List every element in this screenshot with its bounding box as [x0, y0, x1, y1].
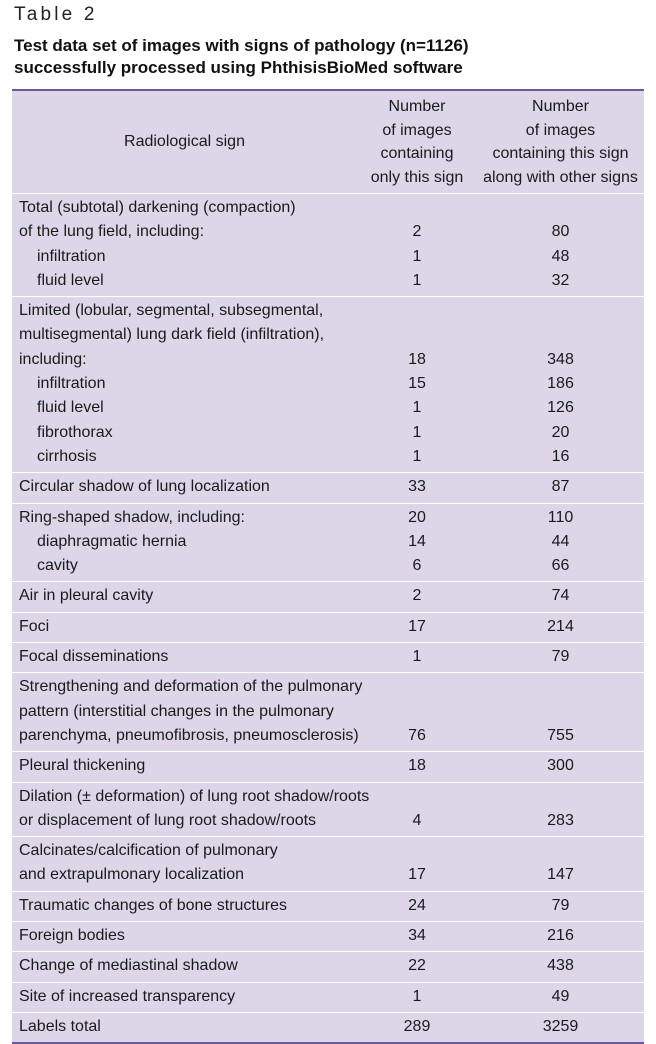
cell-only-this-sign: 1: [412, 271, 422, 289]
cell-sign: Circular shadow of lung localization: [19, 478, 270, 496]
header-line: along with other signs: [483, 168, 638, 186]
cell-sign: pattern (interstitial changes in the pulmonary: [19, 702, 334, 720]
table-row: [12, 1013, 644, 1042]
cell-with-other-signs: 186: [547, 375, 574, 393]
cell-with-other-signs: 755: [547, 726, 574, 744]
cell-sign: Strengthening and deformation of the pulmonary: [19, 678, 363, 696]
table-row: [12, 297, 644, 473]
table-row: [12, 613, 644, 643]
header-line: of images: [525, 121, 596, 139]
row-line: [12, 554, 644, 578]
cell-sign: Limited (lobular, segmental, subsegmental,: [19, 302, 324, 320]
row-line: [12, 506, 644, 530]
cell-only-this-sign: 22: [408, 957, 426, 975]
cell-only-this-sign: 1: [412, 987, 422, 1005]
cell-sign: fibrothorax: [37, 423, 113, 441]
table-row: [12, 582, 644, 612]
cell-sign: Foreign bodies: [19, 927, 125, 945]
cell-only-this-sign: 4: [412, 811, 422, 829]
cell-with-other-signs: 79: [551, 648, 570, 666]
cell-only-this-sign: 17: [408, 617, 426, 635]
row-line: [12, 645, 644, 669]
row-line: [12, 372, 644, 396]
row-line: [12, 475, 644, 499]
cell-only-this-sign: 1: [412, 648, 422, 666]
cell-sign: parenchyma, pneumofibrosis, pneumosclerosis): [19, 726, 359, 744]
cell-with-other-signs: 87: [551, 478, 570, 496]
cell-with-other-signs: [477, 700, 644, 724]
row-line: [12, 675, 644, 699]
row-line: [12, 724, 644, 748]
row-line: [12, 985, 644, 1009]
cell-with-other-signs: 80: [551, 223, 570, 241]
row-line: [12, 863, 644, 887]
cell-sign: Total (subtotal) darkening (compaction): [19, 199, 296, 216]
cell-only-this-sign: 76: [408, 726, 426, 744]
table-row: [12, 983, 644, 1013]
row-line: [12, 299, 644, 323]
table-row: [12, 752, 644, 782]
cell-with-other-signs: 49: [551, 987, 570, 1005]
cell-with-other-signs: 44: [551, 532, 570, 550]
row-line: [12, 445, 644, 469]
cell-only-this-sign: 34: [408, 927, 426, 945]
cell-with-other-signs: [477, 675, 644, 699]
cell-only-this-sign: 24: [408, 896, 426, 914]
table-caption: Table 2: [14, 4, 98, 25]
cell-only-this-sign: [357, 700, 477, 724]
header-with-other-signs: [477, 91, 644, 193]
table-row: [12, 504, 644, 583]
cell-sign: Focal disseminations: [19, 648, 169, 666]
cell-with-other-signs: 110: [547, 508, 574, 526]
cell-sign: Site of increased transparency: [19, 987, 236, 1005]
cell-with-other-signs: 348: [547, 350, 574, 368]
cell-sign: multisegmental) lung dark field (infiltration),: [19, 326, 325, 344]
cell-only-this-sign: 15: [408, 375, 426, 393]
table-row: [12, 194, 644, 297]
header-line: containing this sign: [492, 145, 629, 162]
table-row: [12, 643, 644, 673]
cell-sign: fluid level: [37, 271, 104, 289]
cell-with-other-signs: [477, 323, 644, 347]
cell-only-this-sign: 14: [408, 532, 426, 550]
cell-sign: and extrapulmonary localization: [19, 866, 245, 884]
cell-sign: Dilation (± deformation) of lung root shadow/roots: [19, 787, 370, 805]
cell-sign: or displacement of lung root shadow/roots: [19, 811, 317, 829]
cell-sign: Air in pleural cavity: [19, 587, 154, 605]
cell-only-this-sign: 1: [412, 447, 422, 465]
cell-only-this-sign: [357, 323, 477, 347]
cell-with-other-signs: 79: [551, 896, 570, 914]
cell-sign: Labels total: [19, 1017, 101, 1035]
cell-only-this-sign: [357, 839, 477, 863]
title-line: Test data set of images with signs of pathology (n=1126): [14, 36, 469, 55]
row-line: [12, 785, 644, 809]
cell-with-other-signs: 300: [547, 757, 574, 775]
row-line: [12, 421, 644, 445]
data-table: [12, 89, 644, 1044]
cell-sign: Pleural thickening: [19, 757, 146, 775]
cell-with-other-signs: 147: [547, 866, 574, 884]
header-line: containing: [380, 145, 454, 162]
header-radiological-sign: Radiological sign: [124, 133, 245, 150]
cell-sign: Foci: [19, 617, 50, 635]
cell-only-this-sign: 17: [408, 866, 426, 884]
row-line: [12, 615, 644, 639]
cell-only-this-sign: 33: [408, 478, 426, 496]
cell-only-this-sign: [357, 785, 477, 809]
row-line: [12, 809, 644, 833]
cell-with-other-signs: 16: [551, 447, 570, 465]
header-only-this-sign: [357, 91, 477, 193]
cell-sign: of the lung field, including:: [19, 223, 205, 241]
cell-only-this-sign: 1: [412, 247, 422, 265]
row-line: [12, 839, 644, 863]
row-line: [12, 1015, 644, 1039]
cell-only-this-sign: 6: [412, 557, 422, 575]
table-row: [12, 892, 644, 922]
cell-with-other-signs: [477, 839, 644, 863]
cell-only-this-sign: [357, 675, 477, 699]
row-line: [12, 584, 644, 608]
table-row: [12, 922, 644, 952]
table-row: [12, 783, 644, 838]
row-line: [12, 196, 644, 220]
cell-sign: fluid level: [37, 399, 104, 417]
header-line: Number: [388, 98, 446, 115]
row-line: [12, 396, 644, 420]
table-row: [12, 473, 644, 503]
cell-sign: infiltration: [37, 375, 106, 393]
header-line: only this sign: [370, 168, 464, 186]
table-row: [12, 837, 644, 892]
table-row: [12, 673, 644, 752]
cell-with-other-signs: 48: [551, 247, 570, 265]
cell-sign: infiltration: [37, 247, 106, 265]
cell-with-other-signs: 66: [551, 557, 570, 575]
row-line: [12, 700, 644, 724]
row-line: [12, 894, 644, 918]
cell-sign: Calcinates/calcification of pulmonary: [19, 842, 278, 860]
cell-sign: including:: [19, 350, 87, 368]
cell-with-other-signs: 216: [547, 927, 574, 945]
cell-with-other-signs: 3259: [542, 1017, 579, 1035]
cell-only-this-sign: 1: [412, 423, 422, 441]
row-line: [12, 269, 644, 293]
cell-with-other-signs: 438: [547, 957, 574, 975]
table-body: [12, 194, 644, 1042]
cell-only-this-sign: 18: [408, 350, 426, 368]
cell-with-other-signs: 32: [551, 271, 570, 289]
table-title: [14, 35, 644, 79]
cell-only-this-sign: [357, 196, 477, 220]
cell-only-this-sign: 289: [403, 1017, 431, 1035]
cell-only-this-sign: 20: [408, 508, 426, 526]
cell-only-this-sign: [357, 299, 477, 323]
table-row: [12, 952, 644, 982]
cell-with-other-signs: 20: [551, 423, 570, 441]
row-line: [12, 924, 644, 948]
row-line: [12, 954, 644, 978]
cell-with-other-signs: [477, 196, 644, 220]
title-line: successfully processed using PhthisisBioMed software: [14, 58, 463, 77]
row-line: [12, 245, 644, 269]
cell-with-other-signs: 214: [547, 617, 574, 635]
cell-with-other-signs: 283: [547, 811, 574, 829]
cell-only-this-sign: 18: [408, 757, 426, 775]
header-line: of images: [382, 121, 452, 139]
cell-only-this-sign: 2: [412, 587, 422, 605]
row-line: [12, 220, 644, 244]
cell-sign: cirrhosis: [37, 447, 97, 465]
row-line: [12, 348, 644, 372]
row-line: [12, 530, 644, 554]
table-header: [12, 91, 644, 194]
cell-sign: diaphragmatic hernia: [37, 532, 187, 550]
cell-with-other-signs: 74: [551, 587, 570, 605]
cell-sign: cavity: [37, 557, 78, 575]
cell-sign: Traumatic changes of bone structures: [19, 896, 287, 914]
cell-with-other-signs: 126: [547, 399, 574, 417]
cell-with-other-signs: [477, 299, 644, 323]
cell-sign: Ring-shaped shadow, including:: [19, 508, 245, 526]
cell-only-this-sign: 1: [412, 399, 422, 417]
header-line: Number: [532, 98, 589, 115]
cell-sign: Change of mediastinal shadow: [19, 957, 238, 975]
cell-only-this-sign: 2: [412, 223, 422, 241]
cell-with-other-signs: [477, 785, 644, 809]
row-line: [12, 754, 644, 778]
row-line: [12, 323, 644, 347]
